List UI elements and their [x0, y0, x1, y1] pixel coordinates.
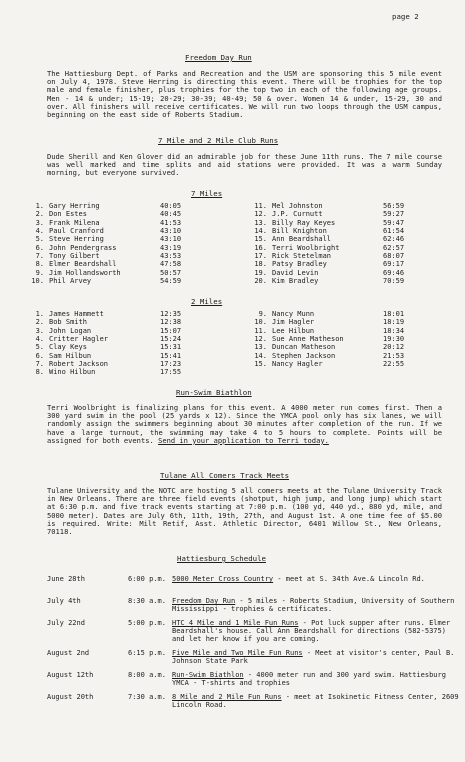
- result-place: 12.: [254, 335, 267, 344]
- result-time: 17:55: [160, 368, 182, 377]
- result-time: 62:46: [383, 235, 405, 244]
- result-row: [30, 235, 230, 243]
- result-place: 14.: [254, 351, 267, 360]
- result-place: 10.: [31, 277, 44, 286]
- result-place: 18.: [254, 260, 267, 269]
- schedule-event-name: Five Mile and Two Mile Fun Runs: [172, 649, 303, 657]
- result-place: 16.: [254, 243, 267, 252]
- result-row: [253, 310, 453, 318]
- seven-mile-results-left: [30, 202, 230, 285]
- result-time: 50:57: [160, 268, 182, 277]
- schedule-title: Hattiesburg Schedule: [177, 554, 266, 563]
- result-place: 17.: [254, 252, 267, 261]
- result-place: 9.: [35, 268, 44, 277]
- result-runner: Critter Hagler: [49, 335, 109, 344]
- schedule-date: August 20th: [47, 693, 94, 701]
- result-time: 21:53: [383, 351, 405, 360]
- result-time: 18:01: [383, 310, 405, 318]
- result-time: 40:45: [160, 210, 182, 219]
- biathlon-application-link[interactable]: Send in your application to Terri today.: [158, 435, 329, 445]
- result-runner: Steve Herring: [49, 235, 104, 244]
- freedom-day-title: Freedom Day Run: [185, 53, 252, 62]
- result-row: [30, 343, 230, 351]
- result-runner: James Hammett: [49, 310, 104, 318]
- result-place: 9.: [258, 310, 267, 318]
- schedule-time: 8:30 a.m.: [128, 597, 166, 605]
- schedule-event-name: HTC 4 Mile and 1 Mile Fun Runs: [172, 619, 299, 627]
- result-row: [253, 318, 453, 326]
- result-row: [253, 327, 453, 335]
- tulane-body: Tulane University and the NOTC are hosting 5 all comers meets at the Tulane University Track in New Orleans. There are three field events (shotput, high jump, and long jump) which start at 6:30 p.m. and five track events starting at 7:00 p.m. (100 yd, 440 yd., 880 yd, mile, and 5000 meter). Dates are July 6th, 11th, 19th, 27th, and August 1st. A one time fee of $5.00 is required. Write: Milt Retif, Asst. Athletic Director, 6401 Willow St., New Orleans, 70118.: [47, 486, 442, 537]
- result-row: [30, 219, 230, 227]
- result-row: [253, 260, 453, 268]
- result-runner: Rick Stetelman: [272, 252, 332, 261]
- schedule-event-detail: - meet at Isokinetic Fitness Center, 2609 Lincoln Road.: [172, 693, 459, 710]
- result-row: [253, 352, 453, 360]
- result-runner: Jim Hagler: [272, 318, 315, 327]
- schedule-description: [172, 671, 462, 687]
- result-place: 8.: [35, 260, 44, 269]
- schedule-description: [172, 693, 462, 709]
- result-place: 7.: [35, 252, 44, 261]
- schedule-date: August 2nd: [47, 649, 90, 657]
- result-row: [253, 202, 453, 210]
- schedule-event-detail: - 5 miles - Roberts Stadium, University of Southern Mississippi - trophies & certificates.: [172, 597, 455, 614]
- biathlon-title: Run-Swim Biathlon: [176, 388, 252, 397]
- schedule-event-detail: - 4000 meter run and 300 yard swim. Hattiesburg YMCA - T-shirts and trophies: [172, 671, 446, 688]
- result-row: [30, 360, 230, 368]
- result-time: 15:41: [160, 351, 182, 360]
- result-row: [253, 277, 453, 285]
- result-row: [253, 219, 453, 227]
- result-time: 70:59: [383, 277, 405, 286]
- result-row: [30, 210, 230, 218]
- club-runs-title: 7 Mile and 2 Mile Club Runs: [158, 136, 279, 145]
- result-row: [30, 202, 230, 210]
- result-row: [30, 310, 230, 318]
- schedule-date: July 4th: [47, 597, 81, 605]
- schedule-time: 6:00 p.m.: [128, 575, 166, 583]
- result-row: [30, 244, 230, 252]
- result-place: 7.: [35, 360, 44, 369]
- result-runner: Tony Gilbert: [49, 252, 100, 261]
- schedule-event-name: Run-Swim Biathlon: [172, 671, 244, 679]
- result-row: [253, 360, 453, 368]
- result-row: [30, 327, 230, 335]
- schedule-time: 8:00 a.m.: [128, 671, 166, 679]
- result-place: 1.: [35, 310, 44, 318]
- result-row: [30, 368, 230, 376]
- result-place: 13.: [254, 218, 267, 227]
- result-row: [30, 277, 230, 285]
- result-runner: Patsy Bradley: [272, 260, 327, 269]
- result-time: 68:07: [383, 252, 405, 261]
- schedule-description: [172, 649, 462, 665]
- result-runner: Frank Milena: [49, 218, 100, 227]
- result-row: [253, 227, 453, 235]
- result-runner: Paul Cranford: [49, 227, 104, 236]
- result-runner: John Logan: [49, 326, 92, 335]
- result-row: [30, 269, 230, 277]
- result-runner: Mel Johnston: [272, 202, 323, 210]
- result-place: 10.: [254, 318, 267, 327]
- schedule-time: 7:30 a.m.: [128, 693, 166, 701]
- schedule-description: [172, 575, 462, 583]
- result-place: 15.: [254, 235, 267, 244]
- two-mile-results-left: [30, 310, 230, 377]
- schedule-event-detail: - Pot luck supper after runs. Elmer Beardshall's house. Call Ann Beardshall for directions (582-5375) and let her know if you are coming.: [172, 619, 451, 644]
- result-time: 15:07: [160, 326, 182, 335]
- schedule-date: June 28th: [47, 575, 85, 583]
- result-runner: Kim Bradley: [272, 277, 319, 286]
- result-runner: Stephen Jackson: [272, 351, 336, 360]
- result-runner: J.P. Curnutt: [272, 210, 323, 219]
- result-time: 15:31: [160, 343, 182, 352]
- result-place: 19.: [254, 268, 267, 277]
- result-runner: Terri Woolbright: [272, 243, 340, 252]
- result-runner: John Pendergrass: [49, 243, 117, 252]
- biathlon-text: Terri Woolbright is finalizing plans for this event. A 4000 meter run comes first. Then a 300 yard swim in the pool (25 yards x 12). Since the YMCA pool only has six lanes, we will randomly assign the swimmers beginning about 30 minutes after completion of the run. If we have a large turnout, the swimming may take 4 to 5 hours to complete. Points will be assigned for both events.: [47, 403, 442, 445]
- result-time: 43:53: [160, 252, 182, 261]
- result-time: 43:19: [160, 243, 182, 252]
- freedom-day-body: The Hattiesburg Dept. of Parks and Recreation and the USM are sponsoring this 5 mile event on July 4, 1978. Steve Herring is directing this event. There will be trophies for the top male and female finisher, plus trophies for the top two in each of the following age groups. Men - 14 & under; 15-19; 20-29; 30-39; 40-49; 50 & over. Women 14 & under, 15-29, 30 and over. All finishers will receive certificates. We will run two loops through the USM campus, beginning on the east side of Roberts Stadium.: [47, 69, 442, 120]
- result-time: 59:27: [383, 210, 405, 219]
- result-row: [253, 210, 453, 218]
- result-runner: Nancy Hagler: [272, 360, 323, 369]
- result-place: 2.: [35, 210, 44, 219]
- result-row: [253, 335, 453, 343]
- club-runs-body: Dude Sherill and Ken Glover did an admirable job for these June 11th runs. The 7 mile course was well marked and time splits and aid stations were provided. It was a warm Sunday morning, but everyone survived.: [47, 152, 442, 178]
- result-row: [253, 269, 453, 277]
- result-runner: Don Estes: [49, 210, 87, 219]
- result-place: 3.: [35, 326, 44, 335]
- tulane-title: Tulane All Comers Track Meets: [160, 471, 290, 480]
- result-runner: Duncan Matheson: [272, 343, 336, 352]
- result-place: 15.: [254, 360, 267, 369]
- result-place: 8.: [35, 368, 44, 377]
- result-time: 19:30: [383, 335, 405, 344]
- schedule-time: 5:00 p.m.: [128, 619, 166, 627]
- result-place: 14.: [254, 227, 267, 236]
- result-place: 13.: [254, 343, 267, 352]
- result-place: 11.: [254, 326, 267, 335]
- result-row: [30, 227, 230, 235]
- result-runner: Bob Smith: [49, 318, 87, 327]
- schedule-date: July 22nd: [47, 619, 85, 627]
- result-time: 59:47: [383, 218, 405, 227]
- result-place: 5.: [35, 343, 44, 352]
- result-runner: Nancy Munn: [272, 310, 315, 318]
- result-row: [253, 244, 453, 252]
- result-row: [253, 235, 453, 243]
- result-time: 54:59: [160, 277, 182, 286]
- schedule-event-detail: - meet at S. 34th Ave.& Lincoln Rd.: [273, 575, 425, 583]
- schedule-time: 6:15 p.m.: [128, 649, 166, 657]
- result-runner: Jim Hollandsworth: [49, 268, 121, 277]
- result-runner: Elmer Beardshall: [49, 260, 117, 269]
- result-time: 56:59: [383, 202, 405, 210]
- result-time: 22:55: [383, 360, 405, 369]
- result-runner: Billy Ray Keyes: [272, 218, 336, 227]
- schedule-description: [172, 619, 462, 644]
- biathlon-body: [47, 404, 442, 445]
- result-time: 43:10: [160, 227, 182, 236]
- result-runner: Sue Anne Matheson: [272, 335, 344, 344]
- schedule-event-name: 5000 Meter Cross Country: [172, 575, 274, 583]
- result-time: 41:53: [160, 218, 182, 227]
- result-runner: Gary Herring: [49, 202, 100, 210]
- result-row: [253, 343, 453, 351]
- result-time: 62:57: [383, 243, 405, 252]
- result-row: [30, 352, 230, 360]
- result-row: [253, 252, 453, 260]
- result-place: 3.: [35, 218, 44, 227]
- result-place: 6.: [35, 243, 44, 252]
- result-runner: Clay Keys: [49, 343, 87, 352]
- two-mile-results-right: [253, 310, 453, 368]
- result-place: 5.: [35, 235, 44, 244]
- result-time: 69:17: [383, 260, 405, 269]
- result-place: 12.: [254, 210, 267, 219]
- result-place: 2.: [35, 318, 44, 327]
- result-place: 4.: [35, 335, 44, 344]
- schedule-description: [172, 597, 462, 613]
- result-row: [30, 252, 230, 260]
- result-time: 17:23: [160, 360, 182, 369]
- result-row: [30, 318, 230, 326]
- result-time: 43:10: [160, 235, 182, 244]
- result-time: 69:46: [383, 268, 405, 277]
- page-number: page 2: [392, 12, 419, 21]
- result-place: 6.: [35, 351, 44, 360]
- schedule-event-name: 8 Mile and 2 Mile Fun Runs: [172, 693, 282, 701]
- result-time: 18:19: [383, 318, 405, 327]
- result-time: 12:38: [160, 318, 182, 327]
- result-time: 61:54: [383, 227, 405, 236]
- seven-miles-title: 7 Miles: [191, 189, 223, 198]
- result-runner: Phil Arvey: [49, 277, 92, 286]
- seven-mile-results-right: [253, 202, 453, 285]
- result-place: 11.: [254, 202, 267, 210]
- result-runner: Sam Hilbun: [49, 351, 92, 360]
- result-runner: Robert Jackson: [49, 360, 109, 369]
- result-runner: Lee Hilbun: [272, 326, 315, 335]
- result-runner: Bill Knighton: [272, 227, 327, 236]
- result-row: [30, 260, 230, 268]
- schedule-event-name: Freedom Day Run: [172, 597, 236, 605]
- result-runner: Wino Hilbun: [49, 368, 96, 377]
- result-time: 12:35: [160, 310, 182, 318]
- schedule-date: August 12th: [47, 671, 94, 679]
- result-row: [30, 335, 230, 343]
- result-place: 1.: [35, 202, 44, 210]
- result-place: 4.: [35, 227, 44, 236]
- result-runner: David Levin: [272, 268, 319, 277]
- result-time: 20:12: [383, 343, 405, 352]
- result-time: 47:58: [160, 260, 182, 269]
- result-runner: Ann Beardshall: [272, 235, 332, 244]
- two-miles-title: 2 Miles: [191, 297, 223, 306]
- result-time: 18:34: [383, 326, 405, 335]
- result-time: 15:24: [160, 335, 182, 344]
- schedule-event-detail: - Meet at visitor's center, Paul B. Johnson State Park: [172, 649, 455, 666]
- result-place: 20.: [254, 277, 267, 286]
- result-time: 40:05: [160, 202, 182, 210]
